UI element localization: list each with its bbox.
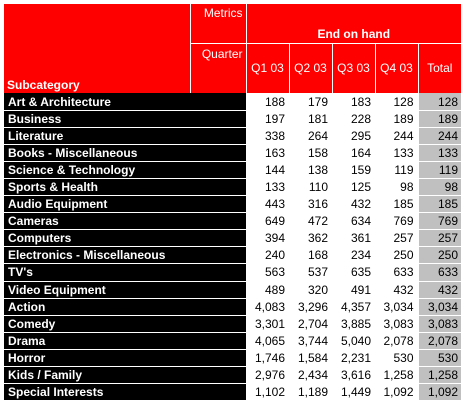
value-cell: 2,231: [332, 349, 375, 366]
table-row: [4, 315, 461, 332]
table-row: [4, 93, 461, 110]
value-cell: 158: [289, 145, 332, 162]
value-cell: 634: [332, 213, 375, 230]
value-cell: 443: [246, 196, 289, 213]
col-header-total[interactable]: Total: [418, 43, 461, 93]
quarter-label: Quarter: [190, 43, 246, 93]
value-cell: 432: [375, 281, 418, 298]
value-cell: 491: [332, 281, 375, 298]
value-cell: 649: [246, 213, 289, 230]
value-cell: 4,083: [246, 298, 289, 315]
value-cell: 1,258: [375, 366, 418, 383]
value-cell: 110: [289, 179, 332, 196]
value-cell: 119: [375, 162, 418, 179]
report-grid: [4, 4, 461, 401]
total-cell: 98: [418, 179, 461, 196]
value-cell: 316: [289, 196, 332, 213]
value-cell: 183: [332, 93, 375, 110]
value-cell: 338: [246, 127, 289, 144]
value-cell: 1,102: [246, 383, 289, 400]
value-cell: 244: [375, 127, 418, 144]
table-row: [4, 264, 461, 281]
table-row: [4, 127, 461, 144]
total-cell: 530: [418, 349, 461, 366]
value-cell: 4,357: [332, 298, 375, 315]
value-cell: 4,065: [246, 332, 289, 349]
value-cell: 5,040: [332, 332, 375, 349]
total-cell: 128: [418, 93, 461, 110]
row-label[interactable]: Sports & Health: [4, 179, 246, 196]
value-cell: 489: [246, 281, 289, 298]
row-label[interactable]: Horror: [4, 349, 246, 366]
total-cell: 133: [418, 145, 461, 162]
row-label[interactable]: Audio Equipment: [4, 196, 246, 213]
value-cell: 144: [246, 162, 289, 179]
row-label[interactable]: Drama: [4, 332, 246, 349]
value-cell: 234: [332, 247, 375, 264]
value-cell: 320: [289, 281, 332, 298]
table-row: [4, 196, 461, 213]
col-header-q1[interactable]: Q1 03: [246, 43, 289, 93]
table-row: [4, 332, 461, 349]
value-cell: 188: [246, 93, 289, 110]
table-row: [4, 145, 461, 162]
value-cell: 3,885: [332, 315, 375, 332]
value-cell: 257: [375, 230, 418, 247]
value-cell: 394: [246, 230, 289, 247]
row-label[interactable]: Books - Miscellaneous: [4, 145, 246, 162]
table-row: [4, 281, 461, 298]
value-cell: 635: [332, 264, 375, 281]
total-cell: 1,258: [418, 366, 461, 383]
col-header-q4[interactable]: Q4 03: [375, 43, 418, 93]
value-cell: 1,189: [289, 383, 332, 400]
value-cell: 228: [332, 110, 375, 127]
value-cell: 3,296: [289, 298, 332, 315]
value-cell: 2,704: [289, 315, 332, 332]
value-cell: 138: [289, 162, 332, 179]
value-cell: 133: [375, 145, 418, 162]
row-label[interactable]: Art & Architecture: [4, 93, 246, 110]
value-cell: 3,301: [246, 315, 289, 332]
row-label[interactable]: Kids / Family: [4, 366, 246, 383]
value-cell: 185: [375, 196, 418, 213]
value-cell: 1,449: [332, 383, 375, 400]
row-label[interactable]: Science & Technology: [4, 162, 246, 179]
subcategory-header[interactable]: Subcategory: [4, 4, 190, 93]
value-cell: 181: [289, 110, 332, 127]
value-cell: 530: [375, 349, 418, 366]
table-row: [4, 179, 461, 196]
total-cell: 244: [418, 127, 461, 144]
value-cell: 361: [332, 230, 375, 247]
table-row: [4, 110, 461, 127]
total-cell: 3,083: [418, 315, 461, 332]
table-row: [4, 383, 461, 400]
table-row: [4, 213, 461, 230]
end-on-hand-header[interactable]: End on hand: [246, 4, 461, 43]
value-cell: 769: [375, 213, 418, 230]
col-header-q2[interactable]: Q2 03: [289, 43, 332, 93]
total-cell: 119: [418, 162, 461, 179]
value-cell: 633: [375, 264, 418, 281]
value-cell: 1,092: [375, 383, 418, 400]
table-row: [4, 298, 461, 315]
value-cell: 98: [375, 179, 418, 196]
row-label[interactable]: Computers: [4, 230, 246, 247]
metrics-label: Metrics: [190, 4, 246, 43]
value-cell: 250: [375, 247, 418, 264]
value-cell: 168: [289, 247, 332, 264]
value-cell: 159: [332, 162, 375, 179]
table-row: [4, 230, 461, 247]
table-row: [4, 366, 461, 383]
value-cell: 362: [289, 230, 332, 247]
value-cell: 3,083: [375, 315, 418, 332]
col-header-q3[interactable]: Q3 03: [332, 43, 375, 93]
value-cell: 240: [246, 247, 289, 264]
table-row: [4, 162, 461, 179]
row-label[interactable]: Electronics - Miscellaneous: [4, 247, 246, 264]
value-cell: 264: [289, 127, 332, 144]
row-label[interactable]: Comedy: [4, 315, 246, 332]
row-label[interactable]: TV's: [4, 264, 246, 281]
total-cell: 257: [418, 230, 461, 247]
value-cell: 3,616: [332, 366, 375, 383]
total-cell: 1,092: [418, 383, 461, 400]
value-cell: 432: [332, 196, 375, 213]
row-label[interactable]: Cameras: [4, 213, 246, 230]
value-cell: 197: [246, 110, 289, 127]
total-cell: 633: [418, 264, 461, 281]
value-cell: 1,584: [289, 349, 332, 366]
total-cell: 250: [418, 247, 461, 264]
value-cell: 163: [246, 145, 289, 162]
value-cell: 2,976: [246, 366, 289, 383]
value-cell: 133: [246, 179, 289, 196]
value-cell: 295: [332, 127, 375, 144]
row-label[interactable]: Special Interests: [4, 383, 246, 400]
value-cell: 472: [289, 213, 332, 230]
total-cell: 189: [418, 110, 461, 127]
value-cell: 179: [289, 93, 332, 110]
value-cell: 189: [375, 110, 418, 127]
row-label[interactable]: Action: [4, 298, 246, 315]
table-row: [4, 247, 461, 264]
value-cell: 128: [375, 93, 418, 110]
row-label[interactable]: Video Equipment: [4, 281, 246, 298]
value-cell: 2,078: [375, 332, 418, 349]
total-cell: 3,034: [418, 298, 461, 315]
value-cell: 3,034: [375, 298, 418, 315]
row-label[interactable]: Literature: [4, 127, 246, 144]
table-row: [4, 349, 461, 366]
value-cell: 563: [246, 264, 289, 281]
total-cell: 432: [418, 281, 461, 298]
value-cell: 164: [332, 145, 375, 162]
row-label[interactable]: Business: [4, 110, 246, 127]
total-cell: 769: [418, 213, 461, 230]
value-cell: 2,434: [289, 366, 332, 383]
value-cell: 537: [289, 264, 332, 281]
value-cell: 3,744: [289, 332, 332, 349]
total-cell: 2,078: [418, 332, 461, 349]
value-cell: 1,746: [246, 349, 289, 366]
total-cell: 185: [418, 196, 461, 213]
value-cell: 125: [332, 179, 375, 196]
